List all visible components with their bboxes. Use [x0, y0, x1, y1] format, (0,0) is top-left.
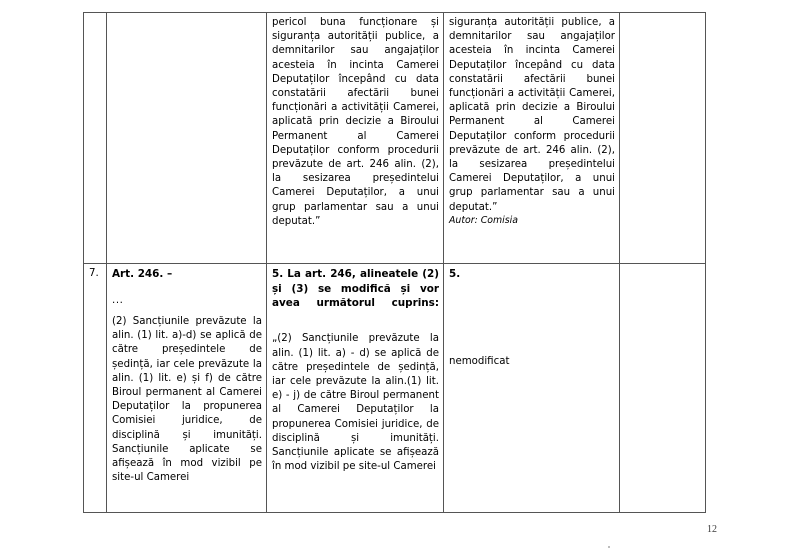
adopted-cell — [444, 264, 620, 513]
row-number: 7. — [89, 268, 99, 279]
footer-artifact — [608, 546, 610, 548]
current-text-cell — [107, 13, 267, 264]
proposal-cell — [267, 264, 444, 513]
spacer — [272, 325, 439, 332]
observations-cell — [620, 264, 706, 513]
spacer — [112, 281, 262, 294]
adopted-number: 5. — [449, 268, 461, 280]
omission-marker: ... — [112, 295, 124, 306]
proposal-cell — [267, 13, 444, 264]
adopted-cell — [444, 13, 620, 264]
table-row — [84, 13, 706, 264]
page-number: 12 — [707, 524, 717, 535]
amendments-table — [83, 12, 706, 513]
article-heading: Art. 246. – — [112, 268, 173, 280]
spacer — [112, 308, 262, 315]
amendment-author: Autor: Comisia — [449, 214, 519, 226]
observations-cell — [620, 13, 706, 264]
adopted-status: nemodificat — [449, 356, 510, 367]
spacer — [449, 281, 615, 355]
current-text: (2) Sancțiunile prevăzute la alin. (1) lit. a)-d) se aplică de către președintele de ședință, iar cele prevăzute la alin. (1) lit. e) și f) de către Biroul permanent al Camerei Deputaților la propunerea Comisiei juridice, de disciplină și imunități. Sancțiunile aplicate se afișează în mod vizibil pe site-ul Camerei — [112, 316, 262, 484]
proposal-heading: 5. La art. 246, alineatele (2) și (3) se modifică și vor avea următorul cuprins: — [272, 268, 439, 310]
proposal-text: „(2) Sancțiunile prevăzute la alin. (1) lit. a) - d) se aplică de către președintele de ședință, iar cele prevăzute la alin.(1) lit. e) - j) de către Biroul permanent al Camerei Deputaților la propunerea Comisiei juridice, de disciplină și imunități. Sancțiunile aplicate se afișează în mod vizibil pe site-ul Camerei — [272, 333, 439, 473]
row-number-cell — [84, 13, 107, 264]
adopted-text: siguranța autorității publice, a demnitarilor sau angajaților acesteia în incinta Camerei Deputaților începând cu data constatării afectării bunei funcționări a activității Camerei, aplicată prin decizie a Biroului Permanent al Camerei Deputaților conform procedurii prevăzute de art. 246 alin. (2), la sesizarea președintelui Camerei Deputaților, a unui grup parlamentar sau a unui deputat.” — [449, 17, 615, 213]
table-row — [84, 264, 706, 513]
proposal-text: pericol buna funcționare și siguranța autorității publice, a demnitarilor sau angajaților acesteia în incinta Camerei Deputaților începând cu data constatării afectării bunei funcționări a activității Camerei, aplicată prin decizie a Biroului Permanent al Camerei Deputaților conform procedurii prevăzute de art. 246 alin. (2), la sesizarea președintelui Camerei Deputaților, a unui grup parlamentar sau a unui deputat.” — [272, 17, 439, 227]
row-number-cell — [84, 264, 107, 513]
current-text-cell — [107, 264, 267, 513]
